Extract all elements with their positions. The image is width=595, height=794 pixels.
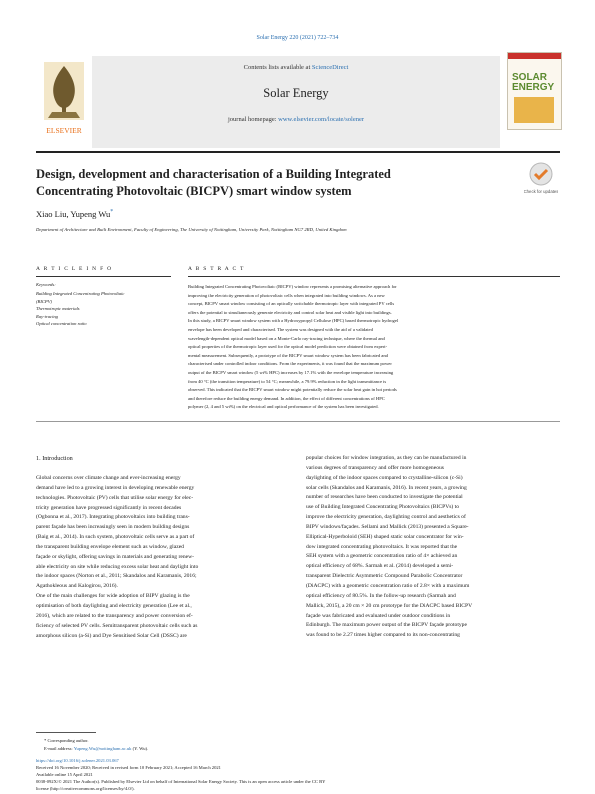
copyright-line: 0038-092X/© 2021 The Author(s). Published by Elsevier Ltd on behalf of International Solar Energy Society. This is an open access article under the CC BY [36,779,326,784]
abstract-line: improving the electricity generation of photovoltaic cells when integrated into building windows. As a new [188,292,385,298]
footnote-rule [36,732,96,733]
affiliation: Department of Architecture and Built Environment, Faculty of Engineering, The University of Nottingham, University Park, Nottingham NG7 2RD, United Kingdom [36,227,347,232]
contents-prefix: Contents lists available at [243,64,312,71]
journal-reference[interactable]: Solar Energy 220 (2021) 722–734 [256,35,339,41]
journal-title: Solar Energy [263,86,329,100]
body-line: Edinburgh. The maximum power output of the BICPV façade prototype [306,622,467,629]
body-line: tricity generation have progressed significantly in recent decades [36,504,182,511]
available-online: Available online 15 April 2021 [36,772,93,777]
body-line: SEH system with a geometric concentration ratio of 4× achieved an [306,553,458,560]
abstract-line: In this study, a BICPV smart window system with a Hydroxypropyl Cellulose (HPC) based thermotropic hydrogel [188,318,399,324]
body-line: popular choices for window integration, as they can be manufactured in [306,455,467,461]
license-line: license (http://creativecommons.org/licenses/by/4.0/). [36,786,135,791]
body-line: able electricity on site while reducing excess solar heat and daylight into [36,563,199,570]
abstract-line: offers the potential to simultaneously generate electricity and control solar heat and visible light into buildings. [188,309,392,315]
body-line: dow integrated concentrating photovoltaics. It was reported that the [306,543,458,550]
body-line: parent façade has been increasingly seen in modern building designs [36,524,190,531]
body-line: use of Building Integrated Concentrating Photovoltaics (BICPVs) to [306,504,460,511]
body-line: number of researches have been conducted to investigate the potential [306,494,463,501]
abstract-line: optical properties of the thermotropic layer used for the optical model prediction were obtained from experi- [188,344,388,350]
body-line: solar cells (Skandalos and Karamanis, 2016). In recent years, a growing [306,484,467,491]
homepage-line [92,116,500,123]
abstract-line: and therefore reduce the building energy demand. In addition, the effect of different concentrations of HPC [188,395,385,401]
corresponding-author-mark[interactable]: * [110,209,114,216]
body-line: Mallick, 2015), a 20 cm × 20 cm prototype for the DiACPC based BICPV [306,602,473,609]
abstract-line: polymer (2, 4 and 5 wt%) on the electrical and optical performance of the system has been investigated. [188,404,379,410]
cover-title-line2: ENERGY [512,82,555,93]
body-line: optimisation of both daylighting and electricity generation (Lee et al., [36,602,192,609]
abstract-body [188,283,560,412]
homepage-link[interactable]: www.elsevier.com/locate/solener [278,116,365,123]
body-line: One of the main challenges for wide adoption of BIPV glazing is the [36,593,190,600]
body-column-right [306,454,560,641]
abstract-rule [188,276,560,277]
body-line: Agathokleous and Kalogirou, 2016). [36,583,118,590]
body-line: amorphous silicon (a-Si) and Dye Sensitised Solar Cell (DSSC) are [36,632,187,639]
email-suffix: (Y. Wu). [131,746,149,751]
abstract-line: characterised under controlled indoor conditions. From the experiments, it was found that the maximum power [188,361,392,367]
body-line: 2016), which are related to the transparency and power conversion ef- [36,612,193,619]
keyword-item: Building Integrated Concentrating Photovoltaic [36,291,125,296]
doi-text[interactable]: https://doi.org/10.1016/j.solener.2021.03.067 [36,758,119,763]
received-dates: Received 16 November 2020; Received in revised form 10 February 2021; Accepted 16 March 2021 [36,765,221,770]
body-line: façade was fabricated and evaluated under outdoor conditions in [306,612,451,619]
check-updates-label: Check for updates [524,189,558,194]
body-column-left [36,474,293,641]
body-line: transparent Dielectric Asymmetric Compound Parabolic Concentrator [306,573,463,580]
keyword-item: (BICPV) [36,298,53,304]
title-line-1: Design, development and characterisation of a Building Integrated [36,167,391,181]
sciencedirect-link[interactable]: ScienceDirect [311,64,349,71]
abstract-end-rule [36,421,560,422]
body-line: demand have led to a growing interest in developing renewable energy [36,484,195,491]
abstract-line: output of the BICPV smart window (5 wt% HPC) increases by 17.1% with the envelope temperature increasing [188,369,394,375]
keyword-item: Ray-tracing [36,313,58,319]
title-line-2: Concentrating Photovoltaic (BICPV) smart window system [36,184,352,198]
abstract-line: observed. This indicated that the BICPV smart window might potentially reduce the solar heat gain in hot periods [188,387,397,393]
body-line: optical efficiency of 80.5%. In the follow-up research (Sarmah and [306,592,456,599]
header-rule [36,151,560,153]
body-line: Global concerns over climate change and ever-increasing energy [36,475,181,481]
abstract-line: wavelength-dependent optical model based on a Monte-Carlo ray-tracing technique, where the thermal and [188,335,385,341]
body-line: the transparent building envelope element such as window, glazed [36,543,184,550]
contents-line [92,64,500,71]
body-line: (Baig et al., 2014). In such system, photovoltaic cells serve as a part of [36,534,195,541]
article-title [36,166,506,200]
author-list [36,209,113,219]
authors-text: Xiao Liu, Yupeng Wu [36,209,111,219]
abstract-line: from 40 °C (the transition temperature) to 54 °C; meanwhile, a 79.9% reduction in the light transmittance is [188,378,387,384]
cover-image [514,97,554,123]
body-line: various degrees of transparency and offer more homogeneous [306,464,444,471]
elsevier-logo [36,56,92,148]
email-prefix: E-mail address: [44,746,74,751]
abstract-line: Building Integrated Concentrating Photovoltaic (BICPV) window represents a promising alternative approach for [188,284,397,289]
keyword-item: Optical concentration ratio [36,321,87,326]
cover-bar [508,53,561,59]
abstract-line: mental measurement. Subsequently, a prototype of the BICPV smart window system has been fabricated and [188,352,388,358]
body-line: BIPV windows/façades. Sellami and Mallick (2013) presented a Square- [306,523,469,530]
cover-title-line1: SOLAR [512,72,547,83]
body-line: ficiency of selected PV cells. Semitransparent photovoltaic cells such as [36,622,198,629]
body-line: was found to be 2.27 times higher compared to its non-concentrating [306,632,460,639]
body-line: (Ogbonna et al., 2017). Integrating photovoltaics into building trans- [36,514,190,521]
homepage-prefix: journal homepage: [227,116,279,123]
body-line: daylighting of the indoor spaces compared to crystalline-silicon (c-Si) [306,474,463,481]
body-line: (DiACPC) with a geometric concentration ratio of 2.8× with a maximum [306,582,470,589]
section-heading-introduction: 1. Introduction [36,455,73,462]
cover-title [512,73,554,93]
abstract-line: envelope has been developed and characterised. The system was designed with the aid of a validated [188,326,373,332]
keyword-item: Thermotropic materials [36,306,80,311]
body-line: improve the electricity generation, daylighting control and aesthetics of [306,514,466,521]
body-line: the indoor spaces (Norton et al., 2011; Skandalos and Karamanis, 2016; [36,573,197,580]
footnote-email-line [44,745,148,752]
email-link[interactable]: Yupeng.Wu@nottingham.ac.uk [73,746,132,751]
elsevier-wordmark: ELSEVIER [46,126,82,135]
keywords-heading: Keywords: [36,282,56,287]
article-info-heading: A R T I C L E I N F O [36,266,113,272]
abstract-heading: A B S T R A C T [188,266,245,272]
article-info-rule [36,276,171,277]
body-line: façade or skylight, offering savings in materials and generating renew- [36,553,195,560]
body-line: Elliptical-Hyperboloid (SEH) shaped static solar concentrator for win- [306,533,464,540]
body-line: technologies. Photovoltaic (PV) cells that utilise solar energy for elec- [36,494,194,501]
abstract-line: concept, BICPV smart window consisting of an optically switchable thermotropic layer with integrated PV cells [188,301,395,307]
footnote-corresponding: * Corresponding author. [44,738,89,743]
check-for-updates-badge[interactable] [524,161,558,201]
journal-cover [507,52,562,130]
body-line: optical efficiency of 68%. Sarmah et al. (2014) developed a semi- [306,563,454,570]
